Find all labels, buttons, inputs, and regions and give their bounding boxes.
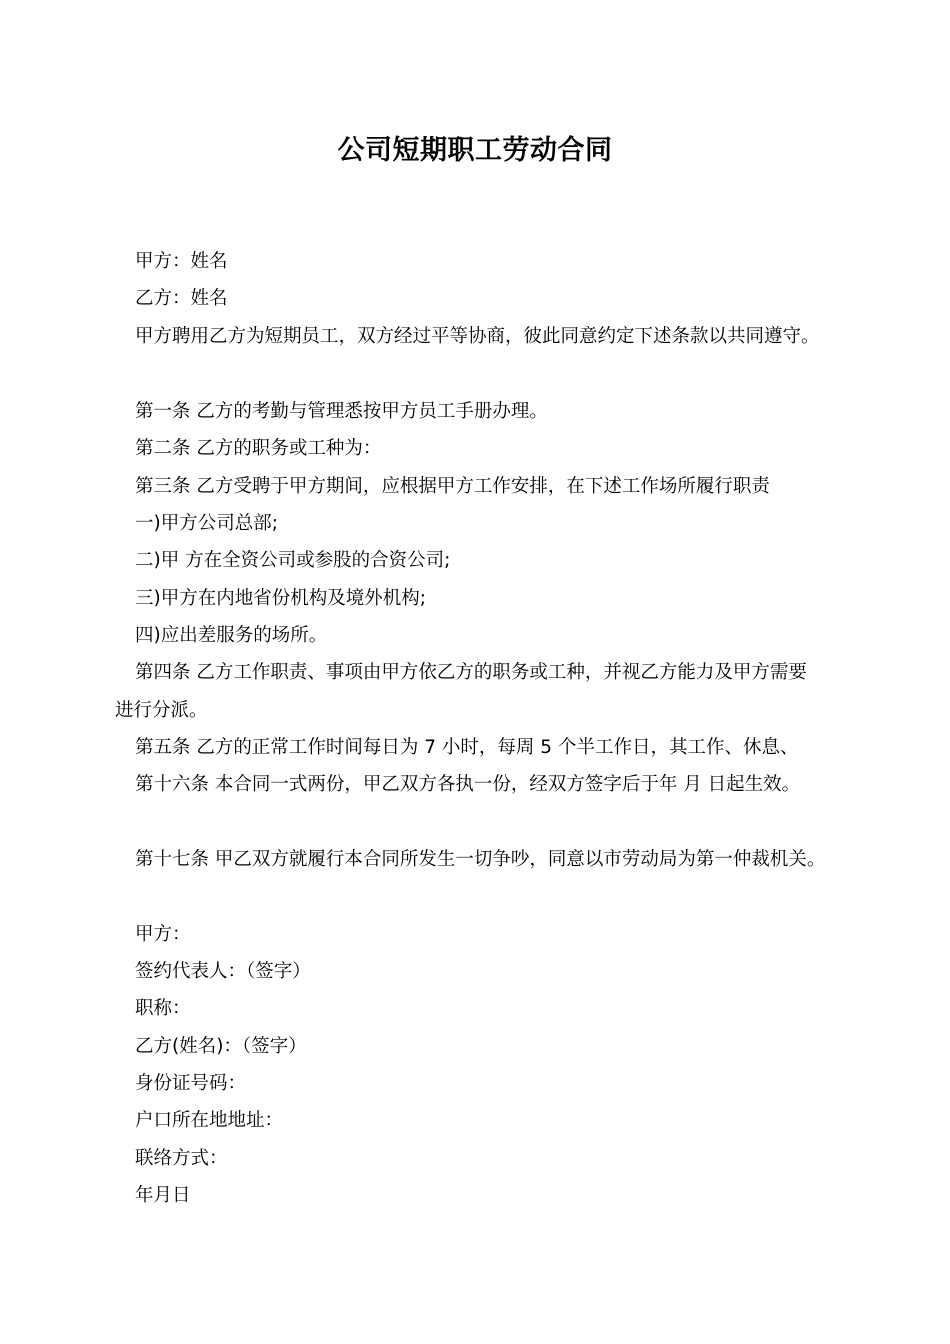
article-3-item-1: 一)甲方公司总部;: [135, 513, 278, 534]
article-1: 第一条 乙方的考勤与管理悉按甲方员工手册办理。: [135, 401, 548, 422]
article-3-item-4: 四)应出差服务的场所。: [135, 625, 328, 646]
article-5: 第五条 乙方的正常工作时间每日为 7 小时，每周 5 个半工作日，其工作、休息、: [135, 737, 799, 758]
document-title: 公司短期职工劳动合同: [337, 135, 613, 166]
party-b-line: 乙方：姓名: [135, 288, 228, 309]
signature-contact: 联络方式：: [135, 1148, 228, 1169]
signature-job-title: 职称：: [135, 998, 191, 1019]
signature-party-b-name: 乙方(姓名)：（签字）: [135, 1036, 307, 1057]
article-3: 第三条 乙方受聘于甲方期间，应根据甲方工作安排，在下述工作场所履行职责: [135, 476, 770, 497]
article-16: 第十六条 本合同一式两份，甲乙双方各执一份，经双方签字后于年 月 日起生效。: [135, 774, 801, 795]
article-3-item-3: 三)甲方在内地省份机构及境外机构;: [135, 588, 426, 609]
intro-paragraph: 甲方聘用乙方为短期员工，双方经过平等协商，彼此同意约定下述条款以共同遵守。: [135, 326, 820, 347]
article-2: 第二条 乙方的职务或工种为：: [135, 438, 382, 459]
article-4-line-2: 进行分派。: [115, 700, 208, 721]
signature-address: 户口所在地地址：: [135, 1110, 284, 1131]
signature-date: 年月日: [135, 1185, 191, 1206]
party-a-line: 甲方：姓名: [135, 251, 228, 272]
article-3-item-2: 二)甲 方在全资公司或参股的合资公司;: [135, 550, 451, 571]
signature-party-a: 甲方：: [135, 924, 191, 945]
article-17: 第十七条 甲乙双方就履行本合同所发生一切争吵，同意以市劳动局为第一仲裁机关。: [135, 849, 826, 870]
signature-id-number: 身份证号码：: [135, 1073, 247, 1094]
article-4-line-1: 第四条 乙方工作职责、事项由甲方依乙方的职务或工种，并视乙方能力及甲方需要: [135, 662, 807, 683]
signature-representative: 签约代表人：（签字）: [135, 961, 311, 982]
